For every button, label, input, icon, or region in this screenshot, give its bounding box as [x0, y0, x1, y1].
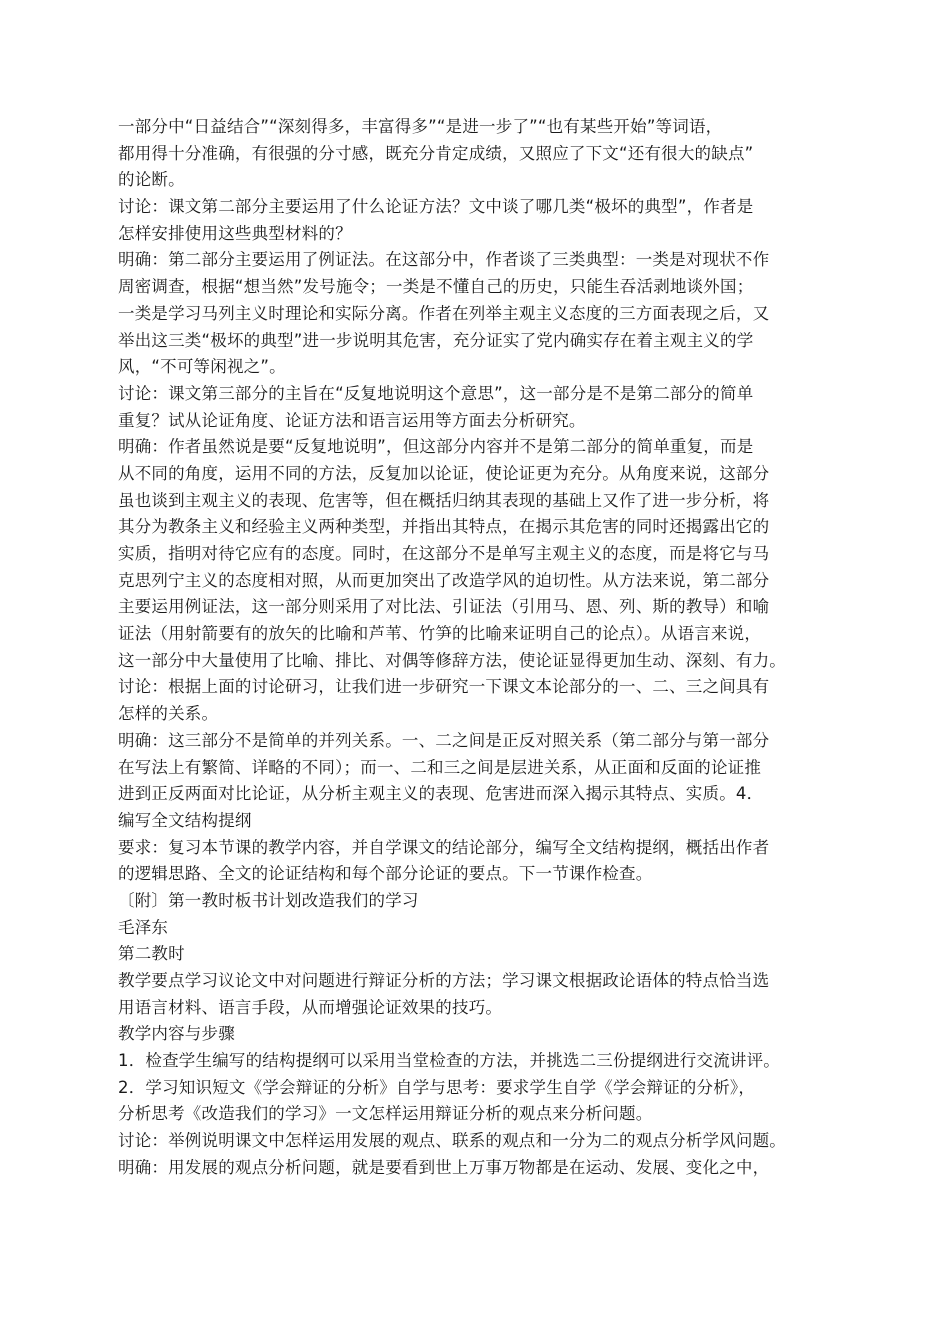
text-line: 讨论：举例说明课文中怎样运用发展的观点、联系的观点和一分为二的观点分析学风问题。	[118, 1131, 786, 1151]
text-line: 编写全文结构提纲	[118, 810, 252, 830]
text-line: 教学要点学习议论文中对问题进行辩证分析的方法；学习课文根据政论语体的特点恰当选	[118, 971, 770, 990]
text-line: 的论断。	[118, 170, 185, 190]
text-line: 第二教时	[118, 944, 185, 964]
text-line: 的逻辑思路、全文的论证结构和每个部分论证的要点。下一节课作检查。	[118, 864, 653, 884]
text-line: 讨论：课文第三部分的主旨在“反复地说明这个意思”，这一部分是不是第二部分的简单	[118, 383, 754, 403]
text-line: 重复？试从论证角度、论证方法和语言运用等方面去分析研究。	[118, 410, 586, 430]
text-line: 其分为教条主义和经验主义两种类型，并指出其特点，在揭示其危害的同时还揭露出它的	[118, 517, 770, 537]
text-line: 2．学习知识短文《学会辩证的分析》自学与思考：要求学生自学《学会辩证的分析》，	[118, 1077, 756, 1097]
text-line: 明确：第二部分主要运用了例证法。在这部分中，作者谈了三类典型：一类是对现状不作	[118, 250, 770, 270]
text-line: 证法（用射箭要有的放矢的比喻和芦苇、竹笋的比喻来证明自己的论点）。从语言来说，	[118, 624, 762, 644]
text-line: 要求：复习本节课的教学内容，并自学课文的结论部分，编写全文结构提纲，概括出作者	[118, 837, 770, 857]
text-line: 周密调查，根据“想当然”发号施令；一类是不懂自己的历史，只能生吞活剥地谈外国；	[118, 277, 754, 297]
text-line: 一部分中“日益结合”“深刻得多，丰富得多”“是进一步了”“也有某些开始”等词语，	[118, 117, 723, 136]
text-line: 1．检查学生编写的结构提纲可以采用当堂检查的方法，并挑选二三份提纲进行交流讲评。	[118, 1051, 780, 1071]
text-line: 用语言材料、语言手段，从而增强论证效果的技巧。	[118, 997, 503, 1017]
text-line: 举出这三类“极坏的典型”进一步说明其危害，充分证实了党内确实存在着主观主义的学	[118, 330, 754, 350]
text-line: 实质，指明对待它应有的态度。同时，在这部分不是单写主观主义的态度，而是将它与马	[118, 544, 770, 563]
text-line: 毛泽东	[118, 917, 169, 937]
text-line: 怎样安排使用这些典型材料的？	[118, 223, 352, 243]
text-line: 明确：用发展的观点分析问题，就是要看到世上万事万物都是在运动、发展、变化之中，	[118, 1157, 770, 1177]
text-line: 主要运用例证法，这一部分则采用了对比法、引证法（引用马、恩、列、斯的教导）和喻	[118, 597, 770, 617]
text-line: 分析思考《改造我们的学习》一文怎样运用辩证分析的观点来分析问题。	[118, 1104, 653, 1124]
text-line: 虽也谈到主观主义的表现、危害等，但在概括归纳其表现的基础上又作了进一步分析，将	[118, 490, 770, 510]
text-line: 教学内容与步骤	[118, 1024, 235, 1044]
text-line: 从不同的角度，运用不同的方法，反复加以论证，使论证更为充分。从角度来说，这部分	[118, 463, 770, 483]
document-body	[118, 114, 858, 1182]
text-line: 讨论：课文第二部分主要运用了什么论证方法？文中谈了哪几类“极坏的典型”，作者是	[118, 197, 754, 217]
text-line: 怎样的关系。	[118, 704, 219, 724]
text-line: 进到正反两面对比论证，从分析主观主义的表现、危害进而深入揭示其特点、实质。4．	[118, 784, 764, 804]
text-line: 〔附〕第一教时板书计划改造我们的学习	[118, 890, 419, 910]
text-line: 风，“不可等闲视之”。	[118, 357, 286, 377]
text-line: 克思列宁主义的态度相对照，从而更加突出了改造学风的迫切性。从方法来说，第二部分	[118, 570, 770, 590]
text-line: 讨论：根据上面的讨论研习，让我们进一步研究一下课文本论部分的一、二、三之间具有	[118, 677, 770, 697]
text-line: 这一部分中大量使用了比喻、排比、对偶等修辞方法，使论证显得更加生动、深刻、有力。	[118, 650, 786, 670]
text-line: 明确：作者虽然说是要“反复地说明”，但这部分内容并不是第二部分的简单重复，而是	[118, 437, 754, 457]
text-line: 明确：这三部分不是简单的并列关系。一、二之间是正反对照关系（第二部分与第一部分	[118, 730, 770, 750]
text-line: 在写法上有繁简、详略的不同）；而一、二和三之间是层进关系，从正面和反面的论证推	[118, 757, 762, 777]
text-line: 都用得十分准确，有很强的分寸感，既充分肯定成绩，又照应了下文“还有很大的缺点”	[118, 143, 754, 163]
text-line: 一类是学习马列主义时理论和实际分离。作者在列举主观主义态度的三方面表现之后，又	[118, 303, 770, 323]
